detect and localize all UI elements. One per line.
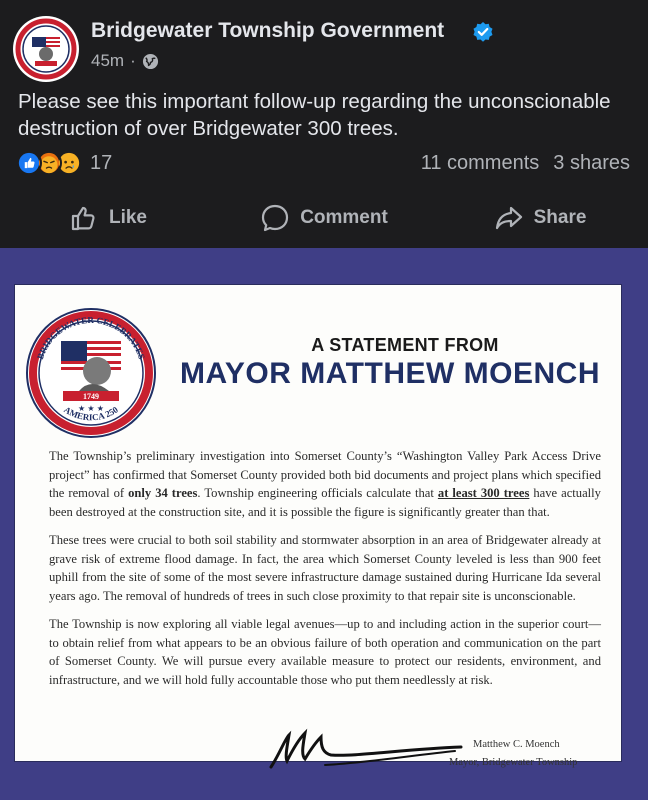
- share-button[interactable]: [432, 196, 648, 240]
- comment-label: Comment: [300, 207, 388, 228]
- shares-count[interactable]: 3 shares: [553, 152, 630, 174]
- bridgewater-seal-icon: [21, 301, 161, 441]
- paragraph-2: These trees were crucial to both soil stability and stormwater absorption in an area of Bridgewater already at grave risk of extreme flood damage. In fact, the area which Somerset County leveled is less than 900 feet uphill from the site of some of the most severe infrastructure damage sustained during Hurricane Ida several years ago. The removal of hundreds of trees in such close proximity to that repair site is unconscionable.: [49, 533, 601, 603]
- seal-year: 1749: [83, 392, 99, 401]
- post-action-bar: [0, 196, 648, 240]
- emphasis-34-trees: only 34 trees: [128, 486, 198, 500]
- comment-bubble-icon: [260, 203, 290, 233]
- share-label: Share: [533, 207, 587, 228]
- verified-badge-icon: [472, 21, 494, 43]
- signer-name: Matthew C. Moench: [473, 739, 560, 750]
- comments-count[interactable]: 11 comments: [420, 152, 540, 174]
- mayor-signature: [265, 725, 465, 775]
- post-time[interactable]: 45m: [91, 51, 125, 70]
- reactions-summary[interactable]: [16, 150, 112, 176]
- signer-title: Mayor, Bridgewater Township: [449, 757, 578, 768]
- comment-button[interactable]: [216, 196, 432, 240]
- page-name-link[interactable]: Bridgewater Township Government: [91, 19, 445, 42]
- like-label: Like: [108, 207, 148, 228]
- statement-heading-large: MAYOR MATTHEW MOENCH: [180, 357, 600, 390]
- statement-heading-small: A STATEMENT FROM: [311, 335, 499, 355]
- svg-text:★ ★ ★: ★ ★ ★: [78, 404, 104, 413]
- like-reaction-icon: [16, 150, 42, 176]
- seal-avatar-icon: [13, 16, 79, 82]
- statement-document: [14, 284, 622, 768]
- seal-top-text: BRIDGEWATER CELEBRATES: [35, 314, 147, 361]
- post-meta: [91, 51, 159, 71]
- thumbs-up-icon: [69, 203, 99, 233]
- page-avatar[interactable]: [13, 16, 79, 82]
- share-arrow-icon: [494, 203, 524, 233]
- paragraph-1: The Township’s preliminary investigation into Somerset County’s “Washington Valley Park Access Drive project” has confirmed that Somerset County provided both bid documents and project plans which specified the removal of only 34 trees. Township engineering officials calculate that at least 300 trees have actually been destroyed at the construction site, and it is possible the figure is significantly greater than that.: [49, 449, 601, 519]
- facebook-post: [0, 0, 648, 248]
- like-button[interactable]: [0, 196, 216, 240]
- post-message: Please see this important follow-up regarding the unconscionable destruction of over Bridgewater 300 trees.: [18, 90, 611, 140]
- post-image[interactable]: [0, 248, 648, 800]
- statement-body: [49, 447, 601, 699]
- emphasis-300-trees: at least 300 trees: [437, 486, 530, 500]
- reaction-count: 17: [90, 151, 113, 174]
- meta-separator: ·: [130, 51, 136, 70]
- seal-bottom-text: AMERICA 250: [62, 404, 120, 423]
- globe-icon: [142, 53, 159, 70]
- engagement-counts: [421, 152, 630, 175]
- paragraph-3: The Township is now exploring all viable legal avenues—up to and including action in the superior court—to obtain relief from what appears to be an obvious failure of both operation and communication on the part of Somerset County. We will pursue every available measure to protect our residents, environment, and infrastructure, and we will hold fully accountable those who put them needlessly at risk.: [49, 617, 601, 687]
